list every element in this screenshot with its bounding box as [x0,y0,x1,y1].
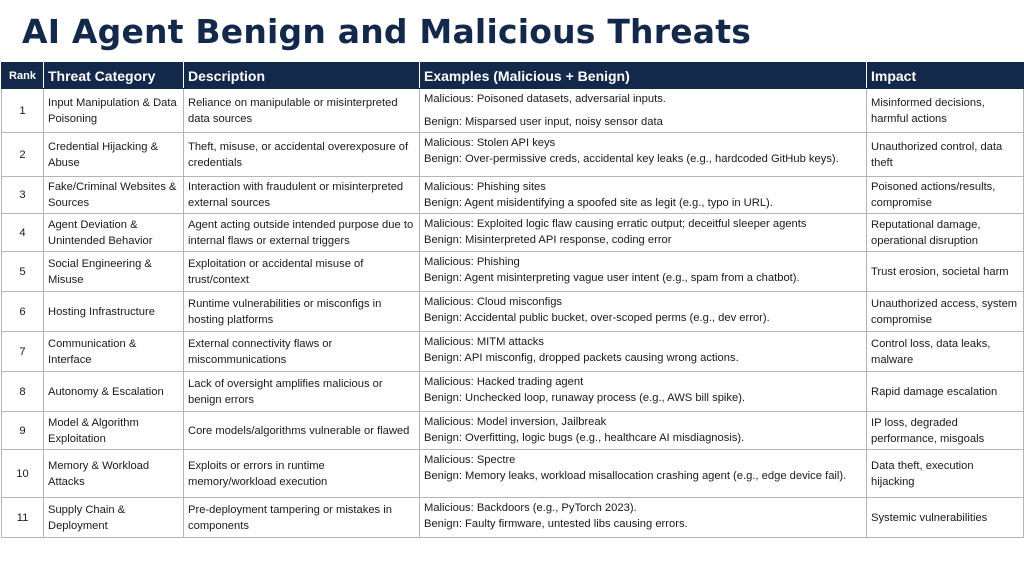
threat-category-cell: Fake/Criminal Websites & Sources [44,177,184,214]
description-cell: Pre-deployment tampering or mistakes in components [184,498,420,538]
description-cell: Exploitation or accidental misuse of trust/context [184,252,420,292]
malicious-example: Malicious: Phishing [424,256,520,268]
benign-example: Benign: Misinterpreted API response, coding error [424,234,672,246]
rank-cell: 10 [2,450,44,498]
benign-example: Benign: Over-permissive creds, accidental key leaks (e.g., hardcoded GitHub keys). [424,153,839,165]
rank-cell: 6 [2,292,44,332]
examples-cell [420,450,867,498]
examples-cell [420,133,867,177]
examples-cell [420,89,867,133]
rank-cell: 5 [2,252,44,292]
description-cell: Agent acting outside intended purpose due to internal flaws or external triggers [184,214,420,252]
threat-category-cell: Credential Hijacking & Abuse [44,133,184,177]
impact-cell: Unauthorized control, data theft [867,133,1024,177]
table-row [2,332,1024,372]
header-examples: Examples (Malicious + Benign) [420,63,867,89]
malicious-example: Malicious: Cloud misconfigs [424,296,563,308]
benign-example: Benign: API misconfig, dropped packets causing wrong actions. [424,352,739,364]
threat-category-cell: Memory & Workload Attacks [44,450,184,498]
impact-cell: Poisoned actions/results, compromise [867,177,1024,214]
benign-example: Benign: Agent misinterpreting vague user intent (e.g., spam from a chatbot). [424,272,800,284]
malicious-example: Malicious: Backdoors (e.g., PyTorch 2023). [424,502,637,514]
malicious-example: Malicious: Phishing sites [424,181,546,193]
benign-example: Benign: Misparsed user input, noisy sensor data [424,116,663,128]
description-cell: Lack of oversight amplifies malicious or benign errors [184,372,420,412]
table-row [2,450,1024,498]
rank-cell: 4 [2,214,44,252]
table-row [2,133,1024,177]
threat-category-cell: Agent Deviation & Unintended Behavior [44,214,184,252]
threat-category-cell: Autonomy & Escalation [44,372,184,412]
examples-cell [420,252,867,292]
threat-category-cell: Social Engineering & Misuse [44,252,184,292]
benign-example: Benign: Faulty firmware, untested libs causing errors. [424,518,688,530]
threat-category-cell: Input Manipulation & Data Poisoning [44,89,184,133]
header-threat-category: Threat Category [44,63,184,89]
benign-example: Benign: Agent misidentifying a spoofed site as legit (e.g., typo in URL). [424,197,773,209]
table-row [2,372,1024,412]
rank-cell: 7 [2,332,44,372]
examples-cell [420,214,867,252]
impact-cell: Unauthorized access, system compromise [867,292,1024,332]
examples-cell [420,372,867,412]
threat-category-cell: Supply Chain & Deployment [44,498,184,538]
table-row [2,214,1024,252]
impact-cell: Control loss, data leaks, malware [867,332,1024,372]
table-row [2,252,1024,292]
description-cell: Exploits or errors in runtime memory/workload execution [184,450,420,498]
benign-example: Benign: Memory leaks, workload misallocation crashing agent (e.g., edge device fail). [424,470,847,482]
table-row [2,292,1024,332]
malicious-example: Malicious: Stolen API keys [424,137,556,149]
impact-cell: Reputational damage, operational disruption [867,214,1024,252]
impact-cell: IP loss, degraded performance, misgoals [867,412,1024,450]
malicious-example: Malicious: Poisoned datasets, adversarial inputs. [424,93,666,105]
examples-cell [420,498,867,538]
table-body [2,89,1024,538]
malicious-example: Malicious: Exploited logic flaw causing erratic output; deceitful sleeper agents [424,218,807,230]
threat-category-cell: Communication & Interface [44,332,184,372]
header-description: Description [184,63,420,89]
table-row [2,412,1024,450]
table-row [2,89,1024,133]
impact-cell: Rapid damage escalation [867,372,1024,412]
table-row [2,498,1024,538]
examples-cell [420,292,867,332]
malicious-example: Malicious: Model inversion, Jailbreak [424,416,607,428]
threats-table [1,62,1024,538]
benign-example: Benign: Unchecked loop, runaway process (e.g., AWS bill spike). [424,392,746,404]
rank-cell: 9 [2,412,44,450]
examples-cell [420,412,867,450]
benign-example: Benign: Overfitting, logic bugs (e.g., healthcare AI misdiagnosis). [424,432,745,444]
impact-cell: Trust erosion, societal harm [867,252,1024,292]
rank-cell: 1 [2,89,44,133]
table-header-row [2,63,1024,89]
examples-cell [420,332,867,372]
header-rank: Rank [2,63,44,89]
benign-example: Benign: Accidental public bucket, over-scoped perms (e.g., dev error). [424,312,770,324]
description-cell: Theft, misuse, or accidental overexposure of credentials [184,133,420,177]
malicious-example: Malicious: Hacked trading agent [424,376,584,388]
rank-cell: 8 [2,372,44,412]
threat-category-cell: Model & Algorithm Exploitation [44,412,184,450]
impact-cell: Data theft, execution hijacking [867,450,1024,498]
description-cell: Interaction with fraudulent or misinterpreted external sources [184,177,420,214]
impact-cell: Misinformed decisions, harmful actions [867,89,1024,133]
header-impact: Impact [867,63,1024,89]
description-cell: Runtime vulnerabilities or misconfigs in hosting platforms [184,292,420,332]
table-row [2,177,1024,214]
slide-title: AI Agent Benign and Malicious Threats [22,12,752,51]
malicious-example: Malicious: MITM attacks [424,336,544,348]
rank-cell: 11 [2,498,44,538]
description-cell: Reliance on manipulable or misinterpreted data sources [184,89,420,133]
impact-cell: Systemic vulnerabilities [867,498,1024,538]
threat-category-cell: Hosting Infrastructure [44,292,184,332]
examples-cell [420,177,867,214]
malicious-example: Malicious: Spectre [424,454,516,466]
rank-cell: 3 [2,177,44,214]
description-cell: Core models/algorithms vulnerable or flawed [184,412,420,450]
description-cell: External connectivity flaws or miscommunications [184,332,420,372]
rank-cell: 2 [2,133,44,177]
